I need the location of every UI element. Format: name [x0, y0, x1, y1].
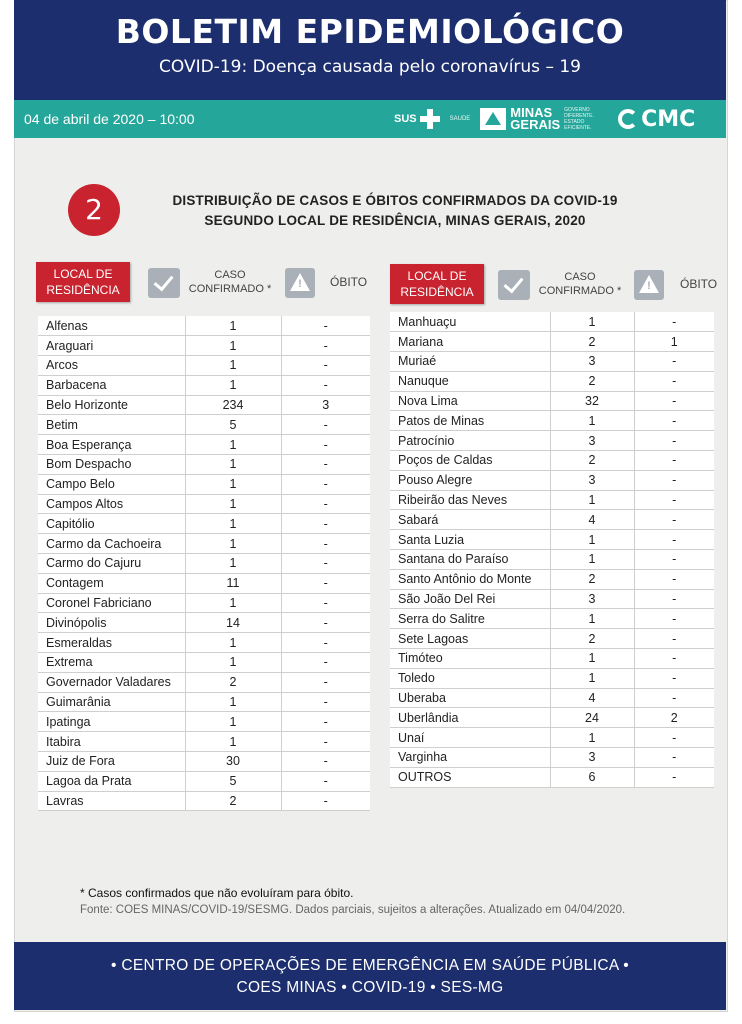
caso-confirmado-label	[532, 270, 628, 298]
cell-local: Santo Antônio do Monte	[390, 569, 550, 589]
cell-local: Ipatinga	[38, 712, 185, 732]
checkbox-icon	[498, 270, 530, 300]
cell-obitos: 2	[634, 708, 714, 728]
cell-casos: 2	[550, 371, 634, 391]
cell-local: Carmo do Cajuru	[38, 554, 185, 574]
cell-casos: 1	[550, 550, 634, 570]
table-row	[390, 649, 714, 669]
cell-local: Pouso Alegre	[390, 470, 550, 490]
table-row	[390, 767, 714, 787]
table-row	[38, 672, 370, 692]
table-row	[38, 732, 370, 752]
table-row	[38, 455, 370, 475]
cell-obitos: -	[634, 589, 714, 609]
cell-obitos: -	[634, 668, 714, 688]
cell-casos: 2	[550, 332, 634, 352]
cell-local: Lavras	[38, 791, 185, 811]
cell-casos: 4	[550, 510, 634, 530]
section-heading	[140, 191, 650, 231]
cell-local: Lagoa da Prata	[38, 771, 185, 791]
mg-line1: MINAS	[510, 105, 553, 120]
table-row	[38, 692, 370, 712]
local-label-line2: RESIDÊNCIA	[46, 283, 120, 297]
cell-casos: 1	[185, 633, 281, 653]
cell-obitos: -	[281, 375, 370, 395]
left-table-body	[38, 316, 370, 811]
bulletin-subtitle: COVID-19: Doença causada pelo coronavírus – 19	[159, 57, 581, 77]
cell-local: Bom Despacho	[38, 455, 185, 475]
cell-obitos: -	[281, 672, 370, 692]
table-row	[38, 395, 370, 415]
table-row	[38, 514, 370, 534]
warning-icon	[634, 270, 664, 300]
cell-obitos: -	[281, 534, 370, 554]
caso-line1: CASO	[214, 269, 246, 281]
cell-obitos: -	[281, 316, 370, 336]
table-row	[390, 629, 714, 649]
cell-casos: 32	[550, 391, 634, 411]
cell-obitos: -	[281, 554, 370, 574]
cell-local: Araguari	[38, 336, 185, 356]
table-row	[38, 712, 370, 732]
table-row	[390, 451, 714, 471]
table-row	[390, 371, 714, 391]
cell-local: Patos de Minas	[390, 411, 550, 431]
cell-local: Sabará	[390, 510, 550, 530]
cell-local: Contagem	[38, 573, 185, 593]
sus-label: SUS	[394, 113, 417, 125]
cell-obitos: 1	[634, 332, 714, 352]
cell-casos: 1	[185, 514, 281, 534]
table-row	[38, 356, 370, 376]
cell-local: Santana do Paraíso	[390, 550, 550, 570]
bulletin-header	[14, 0, 726, 100]
cell-casos: 1	[185, 375, 281, 395]
cell-casos: 1	[185, 554, 281, 574]
table-row	[38, 554, 370, 574]
cell-obitos: -	[634, 649, 714, 669]
table-row	[390, 391, 714, 411]
cell-obitos: -	[281, 356, 370, 376]
table-row	[390, 312, 714, 332]
cell-obitos: -	[281, 653, 370, 673]
cell-obitos: -	[634, 352, 714, 372]
table-row	[390, 352, 714, 372]
table-row	[38, 336, 370, 356]
cell-casos: 1	[550, 668, 634, 688]
cell-obitos: -	[281, 613, 370, 633]
table-row	[390, 470, 714, 490]
table-row	[390, 589, 714, 609]
cell-obitos: -	[634, 748, 714, 768]
table-row	[38, 435, 370, 455]
gov-tagline: GOVERNO DIFERENTE. ESTADO EFICIENTE.	[564, 107, 594, 131]
local-label-line1: LOCAL DE	[53, 267, 113, 281]
caso-line1: CASO	[564, 271, 596, 283]
cell-casos: 1	[550, 609, 634, 629]
cell-local: Esmeraldas	[38, 633, 185, 653]
cell-obitos: -	[281, 712, 370, 732]
obito-label: ÓBITO	[680, 277, 718, 291]
cell-casos: 3	[550, 431, 634, 451]
table-row	[390, 728, 714, 748]
cell-obitos: -	[634, 451, 714, 471]
cell-casos: 5	[185, 415, 281, 435]
bulletin-date: 04 de abril de 2020 – 10:00	[24, 111, 195, 127]
plus-icon	[420, 109, 440, 129]
table-row	[38, 534, 370, 554]
logo-strip	[394, 105, 695, 133]
cell-obitos: -	[634, 470, 714, 490]
table-row	[38, 474, 370, 494]
cell-local: Guimarânia	[38, 692, 185, 712]
cell-obitos: -	[634, 550, 714, 570]
cell-local: Betim	[38, 415, 185, 435]
cell-local: Campos Altos	[38, 494, 185, 514]
cell-casos: 2	[185, 672, 281, 692]
cell-obitos: -	[634, 609, 714, 629]
table-row	[390, 569, 714, 589]
cell-casos: 1	[550, 490, 634, 510]
cell-obitos: -	[281, 633, 370, 653]
info-bar	[14, 100, 726, 138]
cell-obitos: -	[634, 391, 714, 411]
table-row	[390, 609, 714, 629]
cell-casos: 4	[550, 688, 634, 708]
cell-casos: 1	[185, 653, 281, 673]
cell-local: Manhuaçu	[390, 312, 550, 332]
source-note: Fonte: COES MINAS/COVID-19/SESMG. Dados parciais, sujeitos a alterações. Atualizado em 04/04/2020.	[80, 904, 626, 916]
cell-local: Uberaba	[390, 688, 550, 708]
section-number-badge: 2	[68, 184, 120, 236]
footer-line2: COES MINAS • COVID-19 • SES-MG	[236, 979, 504, 996]
cmc-logo	[618, 107, 695, 132]
cell-local: Varginha	[390, 748, 550, 768]
heading-line1: DISTRIBUIÇÃO DE CASOS E ÓBITOS CONFIRMADOS DA COVID-19	[172, 193, 618, 208]
cell-casos: 1	[550, 728, 634, 748]
cell-local: Barbacena	[38, 375, 185, 395]
table-row	[390, 550, 714, 570]
cell-casos: 30	[185, 752, 281, 772]
table-row	[390, 510, 714, 530]
table-row	[390, 411, 714, 431]
cell-local: Campo Belo	[38, 474, 185, 494]
bulletin-footer	[14, 942, 726, 1010]
cell-casos: 1	[185, 712, 281, 732]
cell-casos: 5	[185, 771, 281, 791]
cell-casos: 1	[185, 692, 281, 712]
cell-casos: 3	[550, 589, 634, 609]
cell-casos: 2	[185, 791, 281, 811]
local-label-line1: LOCAL DE	[407, 269, 467, 283]
cell-local: Extrema	[38, 653, 185, 673]
cell-casos: 1	[550, 649, 634, 669]
cell-casos: 1	[550, 312, 634, 332]
obito-label: ÓBITO	[330, 275, 368, 289]
cell-obitos: -	[281, 494, 370, 514]
cell-casos: 11	[185, 573, 281, 593]
footnote: * Casos confirmados que não evoluíram para óbito.	[80, 886, 354, 900]
cell-casos: 1	[185, 534, 281, 554]
cell-casos: 1	[185, 336, 281, 356]
cell-casos: 1	[550, 530, 634, 550]
mg-line2: GERAIS	[510, 117, 561, 132]
cell-obitos: -	[634, 411, 714, 431]
cell-casos: 24	[550, 708, 634, 728]
cell-obitos: -	[634, 629, 714, 649]
table-row	[38, 375, 370, 395]
cell-obitos: -	[634, 431, 714, 451]
cell-obitos: -	[281, 336, 370, 356]
bulletin-title: BOLETIM EPIDEMIOLÓGICO	[115, 12, 625, 51]
cell-obitos: -	[281, 593, 370, 613]
table-row	[38, 613, 370, 633]
cell-casos: 2	[550, 629, 634, 649]
cell-local: Carmo da Cachoeira	[38, 534, 185, 554]
cell-obitos: -	[634, 510, 714, 530]
cell-obitos: -	[634, 728, 714, 748]
cell-local: Mariana	[390, 332, 550, 352]
cell-local: Ribeirão das Neves	[390, 490, 550, 510]
table-row	[390, 708, 714, 728]
cell-obitos: -	[634, 371, 714, 391]
footer-line1: • CENTRO DE OPERAÇÕES DE EMERGÊNCIA EM SAÚDE PÚBLICA •	[111, 957, 629, 974]
table-row	[38, 316, 370, 336]
cell-obitos: -	[634, 490, 714, 510]
table-row	[390, 332, 714, 352]
caso-line2: CONFIRMADO *	[538, 285, 622, 297]
cell-obitos: -	[281, 415, 370, 435]
cell-obitos: -	[281, 435, 370, 455]
table-row	[390, 748, 714, 768]
cell-obitos: -	[634, 569, 714, 589]
cell-local: Divinópolis	[38, 613, 185, 633]
minas-gerais-logo	[480, 105, 594, 132]
left-data-table	[38, 316, 370, 811]
cell-local: Muriaé	[390, 352, 550, 372]
cell-casos: 1	[185, 316, 281, 336]
cell-obitos: -	[281, 791, 370, 811]
cell-casos: 1	[185, 494, 281, 514]
cell-obitos: -	[281, 474, 370, 494]
cell-local: Uberlândia	[390, 708, 550, 728]
saude-label: SAÚDE	[449, 116, 471, 122]
cmc-label: CMC	[641, 106, 696, 132]
cell-local: Coronel Fabriciano	[38, 593, 185, 613]
cell-local: Capitólio	[38, 514, 185, 534]
cell-local: Nova Lima	[390, 391, 550, 411]
cell-local: Patrocínio	[390, 431, 550, 451]
cell-obitos: -	[281, 514, 370, 534]
cell-casos: 2	[550, 569, 634, 589]
table-row	[38, 633, 370, 653]
cell-obitos: -	[281, 455, 370, 475]
cell-local: Arcos	[38, 356, 185, 376]
cell-casos: 1	[185, 474, 281, 494]
cell-obitos: -	[634, 312, 714, 332]
table-row	[390, 668, 714, 688]
table-row	[390, 490, 714, 510]
cell-local: Sete Lagoas	[390, 629, 550, 649]
sus-logo	[394, 109, 440, 129]
cell-obitos: -	[281, 752, 370, 772]
cell-obitos: -	[281, 692, 370, 712]
cell-local: Juiz de Fora	[38, 752, 185, 772]
cell-casos: 3	[550, 748, 634, 768]
triangle-icon	[480, 108, 506, 130]
cell-casos: 234	[185, 395, 281, 415]
cell-obitos: -	[281, 771, 370, 791]
cell-obitos: -	[281, 732, 370, 752]
table-row	[38, 791, 370, 811]
table-row	[390, 530, 714, 550]
cell-local: Nanuque	[390, 371, 550, 391]
table-row	[390, 688, 714, 708]
cell-obitos: -	[634, 530, 714, 550]
cell-casos: 1	[185, 455, 281, 475]
cell-local: Timóteo	[390, 649, 550, 669]
table-row	[38, 593, 370, 613]
cell-local: Serra do Salitre	[390, 609, 550, 629]
table-row	[38, 752, 370, 772]
cell-local: Itabira	[38, 732, 185, 752]
cell-local: Boa Esperança	[38, 435, 185, 455]
cell-obitos: -	[281, 573, 370, 593]
table-row	[390, 431, 714, 451]
table-row	[38, 415, 370, 435]
right-table-body	[390, 312, 714, 787]
table-row	[38, 771, 370, 791]
cell-local: Governador Valadares	[38, 672, 185, 692]
caso-line2: CONFIRMADO *	[188, 283, 272, 295]
cell-casos: 1	[185, 732, 281, 752]
cell-casos: 1	[185, 593, 281, 613]
cell-casos: 1	[550, 411, 634, 431]
cell-casos: 14	[185, 613, 281, 633]
cell-obitos: 3	[281, 395, 370, 415]
cell-casos: 3	[550, 352, 634, 372]
cell-casos: 2	[550, 451, 634, 471]
cell-local: Toledo	[390, 668, 550, 688]
cell-local: Unaí	[390, 728, 550, 748]
cell-casos: 1	[185, 435, 281, 455]
heading-line2: SEGUNDO LOCAL DE RESIDÊNCIA, MINAS GERAIS, 2020	[204, 213, 586, 228]
cell-obitos: -	[634, 767, 714, 787]
local-label-line2: RESIDÊNCIA	[400, 285, 474, 299]
cell-local: Santa Luzia	[390, 530, 550, 550]
table-row	[38, 653, 370, 673]
right-data-table	[390, 312, 714, 788]
cmc-ring-icon	[618, 109, 638, 129]
cell-casos: 3	[550, 470, 634, 490]
cell-local: São João Del Rei	[390, 589, 550, 609]
local-residencia-label	[390, 264, 484, 304]
cell-local: Alfenas	[38, 316, 185, 336]
table-row	[38, 494, 370, 514]
cell-local: Poços de Caldas	[390, 451, 550, 471]
mg-text	[510, 107, 560, 131]
cell-casos: 6	[550, 767, 634, 787]
cell-casos: 1	[185, 356, 281, 376]
cell-obitos: -	[634, 688, 714, 708]
cell-local: Belo Horizonte	[38, 395, 185, 415]
cell-local: OUTROS	[390, 767, 550, 787]
right-column-headers	[0, 264, 742, 304]
table-row	[38, 573, 370, 593]
